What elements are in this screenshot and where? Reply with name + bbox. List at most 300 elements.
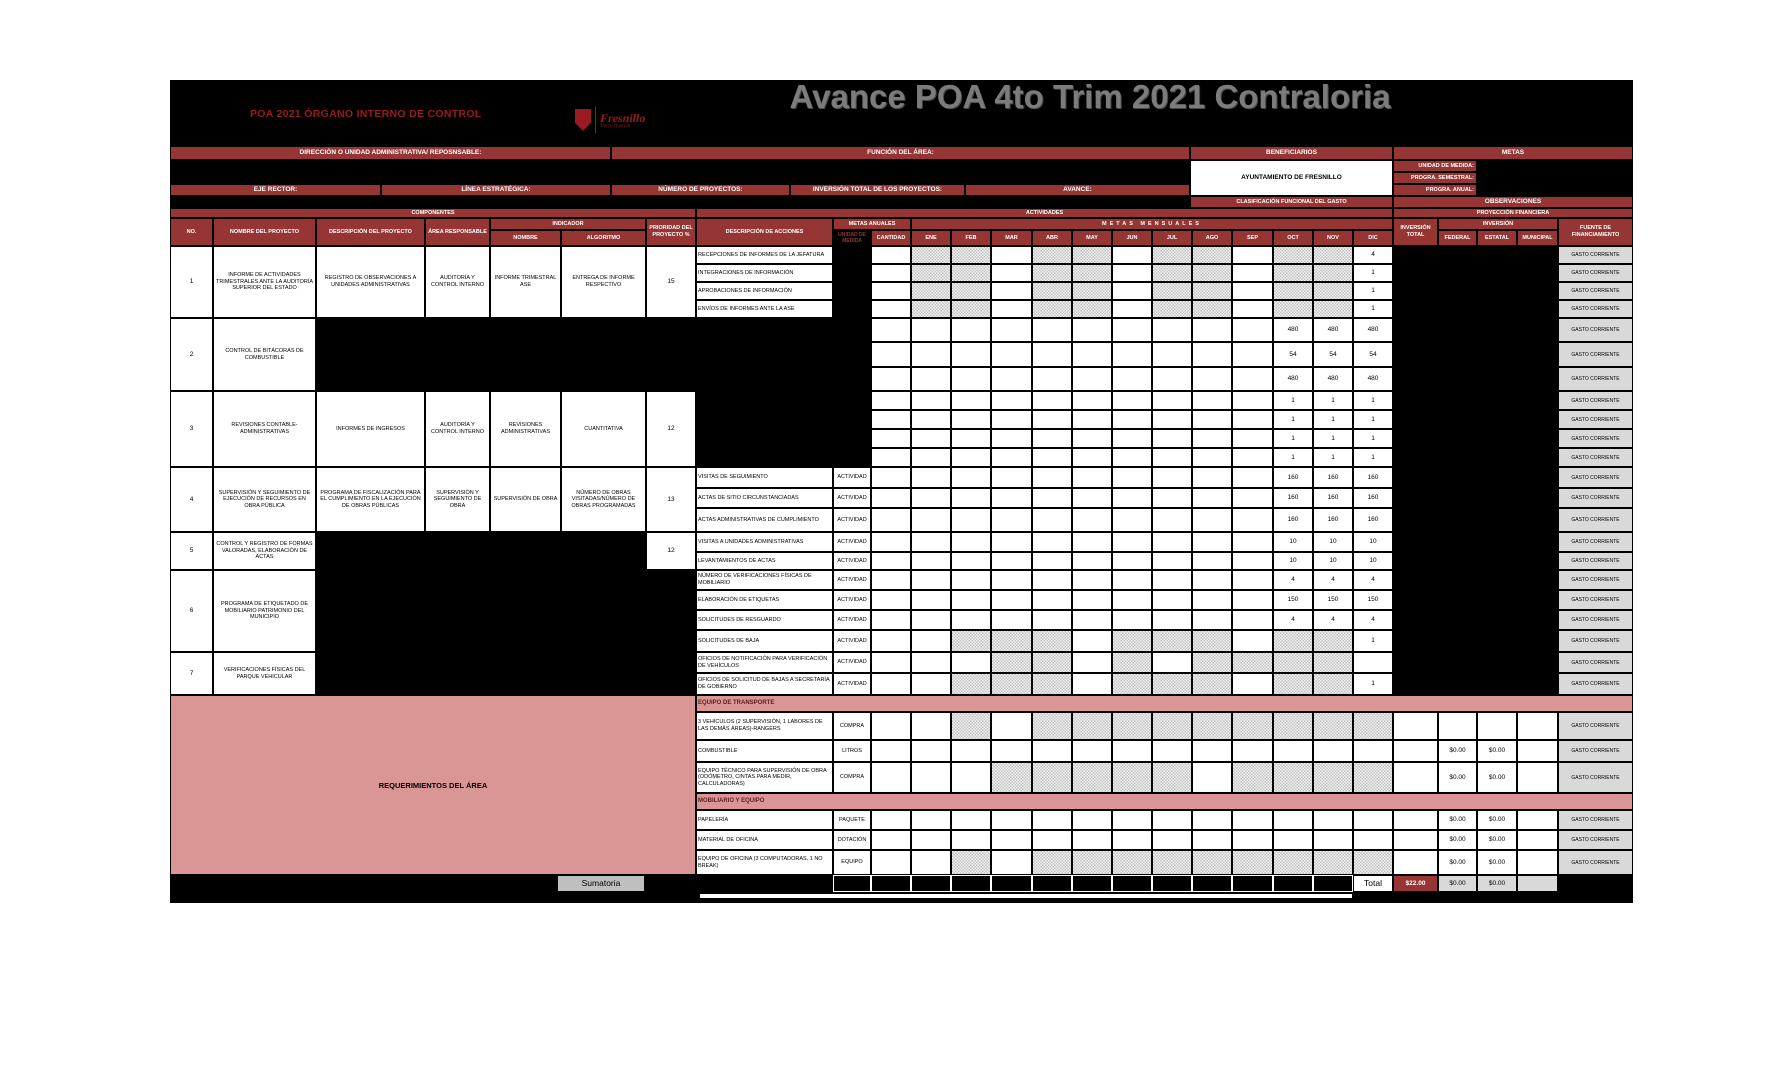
meta-nov bbox=[1313, 630, 1353, 652]
inversion-total bbox=[1393, 590, 1438, 610]
fuente-financiamiento: GASTO CORRIENTE bbox=[1558, 410, 1633, 429]
meta-may bbox=[1072, 552, 1112, 570]
meta-oct bbox=[1273, 264, 1313, 282]
meta-oct: 160 bbox=[1273, 467, 1313, 488]
meta-may bbox=[1072, 342, 1112, 367]
meta-oct: 150 bbox=[1273, 590, 1313, 610]
project-area bbox=[425, 570, 490, 652]
meta-dic bbox=[1353, 830, 1393, 850]
meta-feb bbox=[951, 740, 991, 762]
meta-ago bbox=[1192, 448, 1232, 467]
col-month-sep: SEP bbox=[1232, 230, 1273, 246]
meta-ene bbox=[911, 264, 951, 282]
meta-dic: 480 bbox=[1353, 367, 1393, 391]
estatal bbox=[1477, 367, 1517, 391]
meta-ago bbox=[1192, 318, 1232, 342]
project-no: 5 bbox=[170, 532, 213, 570]
meta-mar bbox=[991, 448, 1032, 467]
fuente-financiamiento: GASTO CORRIENTE bbox=[1558, 448, 1633, 467]
meta-oct: 1 bbox=[1273, 391, 1313, 410]
meta-sep bbox=[1232, 830, 1273, 850]
meta-sep bbox=[1232, 467, 1273, 488]
estatal: $0.00 bbox=[1477, 740, 1517, 762]
meta-oct: 160 bbox=[1273, 508, 1313, 532]
meta-may bbox=[1072, 367, 1112, 391]
bar-metas: METAS bbox=[1393, 146, 1633, 160]
meta-may bbox=[1072, 630, 1112, 652]
meta-ene bbox=[911, 448, 951, 467]
meta-abr bbox=[1032, 264, 1072, 282]
unidad-medida: ACTIVIDAD bbox=[833, 652, 871, 673]
meta-dic: 54 bbox=[1353, 342, 1393, 367]
accion-label: RECEPCIONES DE INFORMES DE LA JEFATURA bbox=[696, 246, 833, 264]
meta-ene bbox=[911, 410, 951, 429]
fuente-financiamiento: GASTO CORRIENTE bbox=[1558, 570, 1633, 590]
estatal: $0.00 bbox=[1477, 850, 1517, 875]
col-descripcion-proyecto: DESCRIPCIÓN DEL PROYECTO bbox=[316, 218, 425, 246]
meta-jun bbox=[1112, 367, 1152, 391]
meta-jun bbox=[1112, 810, 1152, 830]
meta-abr bbox=[1032, 810, 1072, 830]
meta-nov bbox=[1313, 246, 1353, 264]
fuente-financiamiento: GASTO CORRIENTE bbox=[1558, 532, 1633, 552]
col-indicador-nombre: NOMBRE bbox=[490, 230, 561, 246]
meta-ene bbox=[911, 391, 951, 410]
project-prioridad bbox=[646, 652, 696, 695]
meta-sep bbox=[1232, 762, 1273, 793]
meta-abr bbox=[1032, 830, 1072, 850]
meta-sep bbox=[1232, 410, 1273, 429]
meta-oct bbox=[1273, 630, 1313, 652]
federal bbox=[1438, 318, 1477, 342]
inversion-total bbox=[1393, 740, 1438, 762]
municipal bbox=[1517, 652, 1558, 673]
estatal bbox=[1477, 410, 1517, 429]
inversion-total bbox=[1393, 830, 1438, 850]
meta-jun bbox=[1112, 342, 1152, 367]
fresnillo-logo bbox=[575, 104, 675, 136]
meta-dic bbox=[1353, 740, 1393, 762]
meta-may bbox=[1072, 610, 1112, 630]
fuente-financiamiento: GASTO CORRIENTE bbox=[1558, 508, 1633, 532]
municipal bbox=[1517, 448, 1558, 467]
meta-mar bbox=[991, 830, 1032, 850]
col-estatal: ESTATAL bbox=[1477, 230, 1517, 246]
estatal: $0.00 bbox=[1477, 810, 1517, 830]
project-no: 4 bbox=[170, 467, 213, 532]
inversion-total bbox=[1393, 429, 1438, 448]
meta-oct bbox=[1273, 300, 1313, 318]
meta-abr bbox=[1032, 552, 1072, 570]
cantidad bbox=[871, 246, 911, 264]
fuente-financiamiento: GASTO CORRIENTE bbox=[1558, 712, 1633, 740]
project-no: 6 bbox=[170, 570, 213, 652]
meta-may bbox=[1072, 300, 1112, 318]
municipal bbox=[1517, 712, 1558, 740]
meta-dic: 1 bbox=[1353, 630, 1393, 652]
meta-sep bbox=[1232, 448, 1273, 467]
unidad-medida: ACTIVIDAD bbox=[833, 467, 871, 488]
fuente-financiamiento: GASTO CORRIENTE bbox=[1558, 367, 1633, 391]
meta-nov: 4 bbox=[1313, 570, 1353, 590]
cantidad bbox=[871, 448, 911, 467]
sum-cell bbox=[833, 875, 871, 892]
meta-jul bbox=[1152, 367, 1192, 391]
meta-sep bbox=[1232, 552, 1273, 570]
bar-eje-rector: EJE RECTOR: bbox=[170, 184, 381, 196]
unidad-medida bbox=[833, 282, 871, 300]
meta-sep bbox=[1232, 590, 1273, 610]
meta-sep bbox=[1232, 488, 1273, 508]
meta-sep bbox=[1232, 850, 1273, 875]
inversion-total bbox=[1393, 673, 1438, 695]
federal: $0.00 bbox=[1438, 830, 1477, 850]
meta-sep bbox=[1232, 429, 1273, 448]
federal bbox=[1438, 532, 1477, 552]
meta-nov: 160 bbox=[1313, 508, 1353, 532]
meta-jun bbox=[1112, 590, 1152, 610]
cantidad bbox=[871, 467, 911, 488]
cantidad bbox=[871, 391, 911, 410]
meta-mar bbox=[991, 570, 1032, 590]
meta-jul bbox=[1152, 673, 1192, 695]
meta-may bbox=[1072, 391, 1112, 410]
unidad-medida bbox=[833, 391, 871, 410]
meta-jun bbox=[1112, 410, 1152, 429]
estatal bbox=[1477, 673, 1517, 695]
meta-mar bbox=[991, 410, 1032, 429]
project-algoritmo: NÚMERO DE OBRAS VISITADAS/NÚMERO DE OBRAS PROGRAMADAS bbox=[561, 467, 646, 532]
meta-ene bbox=[911, 740, 951, 762]
meta-abr bbox=[1032, 282, 1072, 300]
meta-nov: 54 bbox=[1313, 342, 1353, 367]
meta-ago bbox=[1192, 467, 1232, 488]
inversion-total bbox=[1393, 246, 1438, 264]
cantidad bbox=[871, 488, 911, 508]
meta-feb bbox=[951, 391, 991, 410]
meta-feb bbox=[951, 810, 991, 830]
federal bbox=[1438, 410, 1477, 429]
fuente-financiamiento: GASTO CORRIENTE bbox=[1558, 830, 1633, 850]
meta-oct: 480 bbox=[1273, 367, 1313, 391]
meta-nov: 480 bbox=[1313, 318, 1353, 342]
meta-sep bbox=[1232, 508, 1273, 532]
estatal bbox=[1477, 610, 1517, 630]
project-descripcion bbox=[316, 570, 425, 652]
requerimiento-concepto: EQUIPO DE OFICINA (3 COMPUTADORAS, 1 NO BREAK) bbox=[696, 850, 833, 875]
meta-ene bbox=[911, 673, 951, 695]
federal bbox=[1438, 467, 1477, 488]
project-indicador: INFORME TRIMESTRAL ASE bbox=[490, 246, 561, 318]
requerimiento-concepto: PAPELERÍA bbox=[696, 810, 833, 830]
meta-ago bbox=[1192, 830, 1232, 850]
meta-ago bbox=[1192, 652, 1232, 673]
meta-oct: 480 bbox=[1273, 318, 1313, 342]
col-unidad-medida: UNIDAD DE MEDIDA bbox=[833, 230, 871, 246]
inversion-total bbox=[1393, 552, 1438, 570]
meta-may bbox=[1072, 532, 1112, 552]
meta-abr bbox=[1032, 410, 1072, 429]
project-indicador bbox=[490, 652, 561, 695]
cantidad bbox=[871, 367, 911, 391]
band-indicador: INDICADOR bbox=[490, 218, 646, 230]
accion-label bbox=[696, 448, 833, 467]
unidad-medida: COMPRA bbox=[833, 762, 871, 793]
meta-jun bbox=[1112, 830, 1152, 850]
meta-mar bbox=[991, 762, 1032, 793]
cantidad bbox=[871, 552, 911, 570]
meta-feb bbox=[951, 850, 991, 875]
cantidad bbox=[871, 850, 911, 875]
meta-may bbox=[1072, 712, 1112, 740]
project-algoritmo bbox=[561, 318, 646, 391]
meta-jun bbox=[1112, 552, 1152, 570]
sum-cell bbox=[991, 875, 1032, 892]
unidad-medida: ACTIVIDAD bbox=[833, 552, 871, 570]
meta-nov: 1 bbox=[1313, 391, 1353, 410]
meta-jul bbox=[1152, 740, 1192, 762]
meta-jul bbox=[1152, 429, 1192, 448]
federal bbox=[1438, 448, 1477, 467]
project-nombre: INFORME DE ACTIVIDADES TRIMESTRALES ANTE LA AUDITORÍA SUPERIOR DEL ESTADO bbox=[213, 246, 316, 318]
project-descripcion: REGISTRO DE OBSERVACIONES A UNIDADES ADMINISTRATIVAS bbox=[316, 246, 425, 318]
meta-jun bbox=[1112, 391, 1152, 410]
meta-abr bbox=[1032, 570, 1072, 590]
fuente-financiamiento: GASTO CORRIENTE bbox=[1558, 552, 1633, 570]
band-metas-mensuales: METAS MENSUALES bbox=[911, 218, 1393, 230]
federal: $0.00 bbox=[1438, 850, 1477, 875]
meta-abr bbox=[1032, 429, 1072, 448]
project-area bbox=[425, 318, 490, 391]
logo-tagline: Tierra Querida bbox=[600, 123, 631, 129]
estatal bbox=[1477, 264, 1517, 282]
fuente-financiamiento: GASTO CORRIENTE bbox=[1558, 673, 1633, 695]
meta-may bbox=[1072, 448, 1112, 467]
meta-oct bbox=[1273, 830, 1313, 850]
meta-jul bbox=[1152, 712, 1192, 740]
unidad-medida: COMPRA bbox=[833, 712, 871, 740]
total-inversion: $22.00 bbox=[1393, 875, 1438, 892]
meta-mar bbox=[991, 850, 1032, 875]
col-month-dic: DIC bbox=[1353, 230, 1393, 246]
meta-abr bbox=[1032, 850, 1072, 875]
meta-may bbox=[1072, 652, 1112, 673]
meta-feb bbox=[951, 712, 991, 740]
col-month-ago: AGO bbox=[1192, 230, 1232, 246]
federal bbox=[1438, 552, 1477, 570]
project-area: AUDITORÍA Y CONTROL INTERNO bbox=[425, 246, 490, 318]
meta-abr bbox=[1032, 300, 1072, 318]
meta-ene bbox=[911, 762, 951, 793]
accion-label: APROBACIONES DE INFORMACIÓN bbox=[696, 282, 833, 300]
meta-dic: 150 bbox=[1353, 590, 1393, 610]
meta-ago bbox=[1192, 508, 1232, 532]
sum-cell bbox=[1232, 875, 1273, 892]
meta-may bbox=[1072, 246, 1112, 264]
meta-sep bbox=[1232, 264, 1273, 282]
meta-ago bbox=[1192, 570, 1232, 590]
meta-oct bbox=[1273, 810, 1313, 830]
fuente-financiamiento: GASTO CORRIENTE bbox=[1558, 488, 1633, 508]
cantidad bbox=[871, 673, 911, 695]
meta-feb bbox=[951, 570, 991, 590]
project-descripcion bbox=[316, 652, 425, 695]
cantidad bbox=[871, 740, 911, 762]
meta-feb bbox=[951, 282, 991, 300]
meta-feb bbox=[951, 830, 991, 850]
meta-ago bbox=[1192, 429, 1232, 448]
cantidad bbox=[871, 318, 911, 342]
meta-sep bbox=[1232, 610, 1273, 630]
meta-mar bbox=[991, 367, 1032, 391]
label-progra-anual: PROGRA. ANUAL: bbox=[1393, 184, 1477, 196]
meta-ene bbox=[911, 318, 951, 342]
inversion-total bbox=[1393, 488, 1438, 508]
municipal bbox=[1517, 850, 1558, 875]
municipal bbox=[1517, 282, 1558, 300]
fuente-financiamiento: GASTO CORRIENTE bbox=[1558, 850, 1633, 875]
inversion-total bbox=[1393, 630, 1438, 652]
meta-feb bbox=[951, 673, 991, 695]
municipal bbox=[1517, 342, 1558, 367]
meta-oct bbox=[1273, 762, 1313, 793]
meta-feb bbox=[951, 246, 991, 264]
meta-ago bbox=[1192, 590, 1232, 610]
meta-mar bbox=[991, 590, 1032, 610]
municipal bbox=[1517, 410, 1558, 429]
meta-feb bbox=[951, 448, 991, 467]
meta-nov bbox=[1313, 830, 1353, 850]
meta-mar bbox=[991, 630, 1032, 652]
meta-sep bbox=[1232, 391, 1273, 410]
unidad-medida: EQUIPO bbox=[833, 850, 871, 875]
meta-mar bbox=[991, 610, 1032, 630]
col-algoritmo: ALGORITMO bbox=[561, 230, 646, 246]
project-no: 2 bbox=[170, 318, 213, 391]
col-month-feb: FEB bbox=[951, 230, 991, 246]
municipal bbox=[1517, 830, 1558, 850]
municipal bbox=[1517, 264, 1558, 282]
meta-dic: 480 bbox=[1353, 318, 1393, 342]
meta-sep bbox=[1232, 673, 1273, 695]
col-fuente-financiamiento: FUENTE DE FINANCIAMIENTO bbox=[1558, 218, 1633, 246]
bottom-strip bbox=[700, 894, 1352, 898]
meta-ene bbox=[911, 552, 951, 570]
meta-sep bbox=[1232, 282, 1273, 300]
meta-feb bbox=[951, 410, 991, 429]
accion-label: ACTAS ADMINISTRATIVAS DE CUMPLIMIENTO bbox=[696, 508, 833, 532]
meta-jun bbox=[1112, 740, 1152, 762]
meta-jul bbox=[1152, 467, 1192, 488]
meta-mar bbox=[991, 712, 1032, 740]
cantidad bbox=[871, 532, 911, 552]
meta-oct bbox=[1273, 246, 1313, 264]
municipal bbox=[1517, 552, 1558, 570]
sum-cell bbox=[911, 875, 951, 892]
meta-nov: 160 bbox=[1313, 467, 1353, 488]
fuente-financiamiento: GASTO CORRIENTE bbox=[1558, 590, 1633, 610]
meta-ene bbox=[911, 488, 951, 508]
project-area: SUPERVISIÓN Y SEGUIMIENTO DE OBRA bbox=[425, 467, 490, 532]
fuente-financiamiento: GASTO CORRIENTE bbox=[1558, 610, 1633, 630]
project-indicador bbox=[490, 318, 561, 391]
estatal bbox=[1477, 448, 1517, 467]
estatal bbox=[1477, 246, 1517, 264]
municipal bbox=[1517, 367, 1558, 391]
project-indicador bbox=[490, 532, 561, 570]
estatal bbox=[1477, 282, 1517, 300]
unidad-medida: ACTIVIDAD bbox=[833, 488, 871, 508]
project-descripcion: PROGRAMA DE FISCALIZACIÓN PARA EL CUMPLIMIENTO EN LA EJECUCIÓN DE OBRAS PÚBLICAS bbox=[316, 467, 425, 532]
meta-nov: 480 bbox=[1313, 367, 1353, 391]
meta-dic: 4 bbox=[1353, 570, 1393, 590]
meta-abr bbox=[1032, 488, 1072, 508]
col-area-responsable: ÁREA RESPONSABLE bbox=[425, 218, 490, 246]
meta-jun bbox=[1112, 508, 1152, 532]
meta-sep bbox=[1232, 367, 1273, 391]
meta-nov bbox=[1313, 850, 1353, 875]
fuente-financiamiento: GASTO CORRIENTE bbox=[1558, 246, 1633, 264]
meta-feb bbox=[951, 318, 991, 342]
meta-sep bbox=[1232, 318, 1273, 342]
meta-ago bbox=[1192, 552, 1232, 570]
meta-jun bbox=[1112, 318, 1152, 342]
cantidad bbox=[871, 410, 911, 429]
accion-label: ACTAS DE SITIO CIRCUNSTANCIADAS bbox=[696, 488, 833, 508]
meta-abr bbox=[1032, 318, 1072, 342]
unidad-medida bbox=[833, 448, 871, 467]
bar-numero-proyectos: NÚMERO DE PROYECTOS: bbox=[611, 184, 790, 196]
meta-may bbox=[1072, 282, 1112, 300]
unidad-medida: ACTIVIDAD bbox=[833, 590, 871, 610]
meta-mar bbox=[991, 300, 1032, 318]
meta-ago bbox=[1192, 300, 1232, 318]
project-nombre: SUPERVISIÓN Y SEGUIMIENTO DE EJECUCIÓN DE RECURSOS EN OBRA PÚBLICA bbox=[213, 467, 316, 532]
meta-may bbox=[1072, 673, 1112, 695]
meta-dic: 1 bbox=[1353, 448, 1393, 467]
sum-cell bbox=[951, 875, 991, 892]
federal: $0.00 bbox=[1438, 740, 1477, 762]
meta-jul bbox=[1152, 532, 1192, 552]
page-title: Avance POA 4to Trim 2021 Contraloria bbox=[789, 78, 1391, 115]
federal bbox=[1438, 712, 1477, 740]
project-algoritmo: CUANTITATIVA bbox=[561, 391, 646, 467]
meta-sep bbox=[1232, 246, 1273, 264]
project-descripcion bbox=[316, 532, 425, 570]
meta-abr bbox=[1032, 342, 1072, 367]
meta-mar bbox=[991, 673, 1032, 695]
cantidad bbox=[871, 652, 911, 673]
meta-jul bbox=[1152, 610, 1192, 630]
meta-abr bbox=[1032, 367, 1072, 391]
meta-dic: 4 bbox=[1353, 610, 1393, 630]
municipal bbox=[1517, 630, 1558, 652]
meta-dic: 1 bbox=[1353, 391, 1393, 410]
meta-feb bbox=[951, 508, 991, 532]
meta-ene bbox=[911, 282, 951, 300]
meta-jul bbox=[1152, 552, 1192, 570]
federal bbox=[1438, 367, 1477, 391]
fuente-financiamiento: GASTO CORRIENTE bbox=[1558, 467, 1633, 488]
inversion-total bbox=[1393, 367, 1438, 391]
col-municipal: MUNICIPAL bbox=[1517, 230, 1558, 246]
estatal bbox=[1477, 467, 1517, 488]
project-prioridad: 13 bbox=[646, 467, 696, 532]
requerimiento-concepto: COMBUSTIBLE bbox=[696, 740, 833, 762]
meta-abr bbox=[1032, 630, 1072, 652]
meta-mar bbox=[991, 391, 1032, 410]
federal bbox=[1438, 673, 1477, 695]
